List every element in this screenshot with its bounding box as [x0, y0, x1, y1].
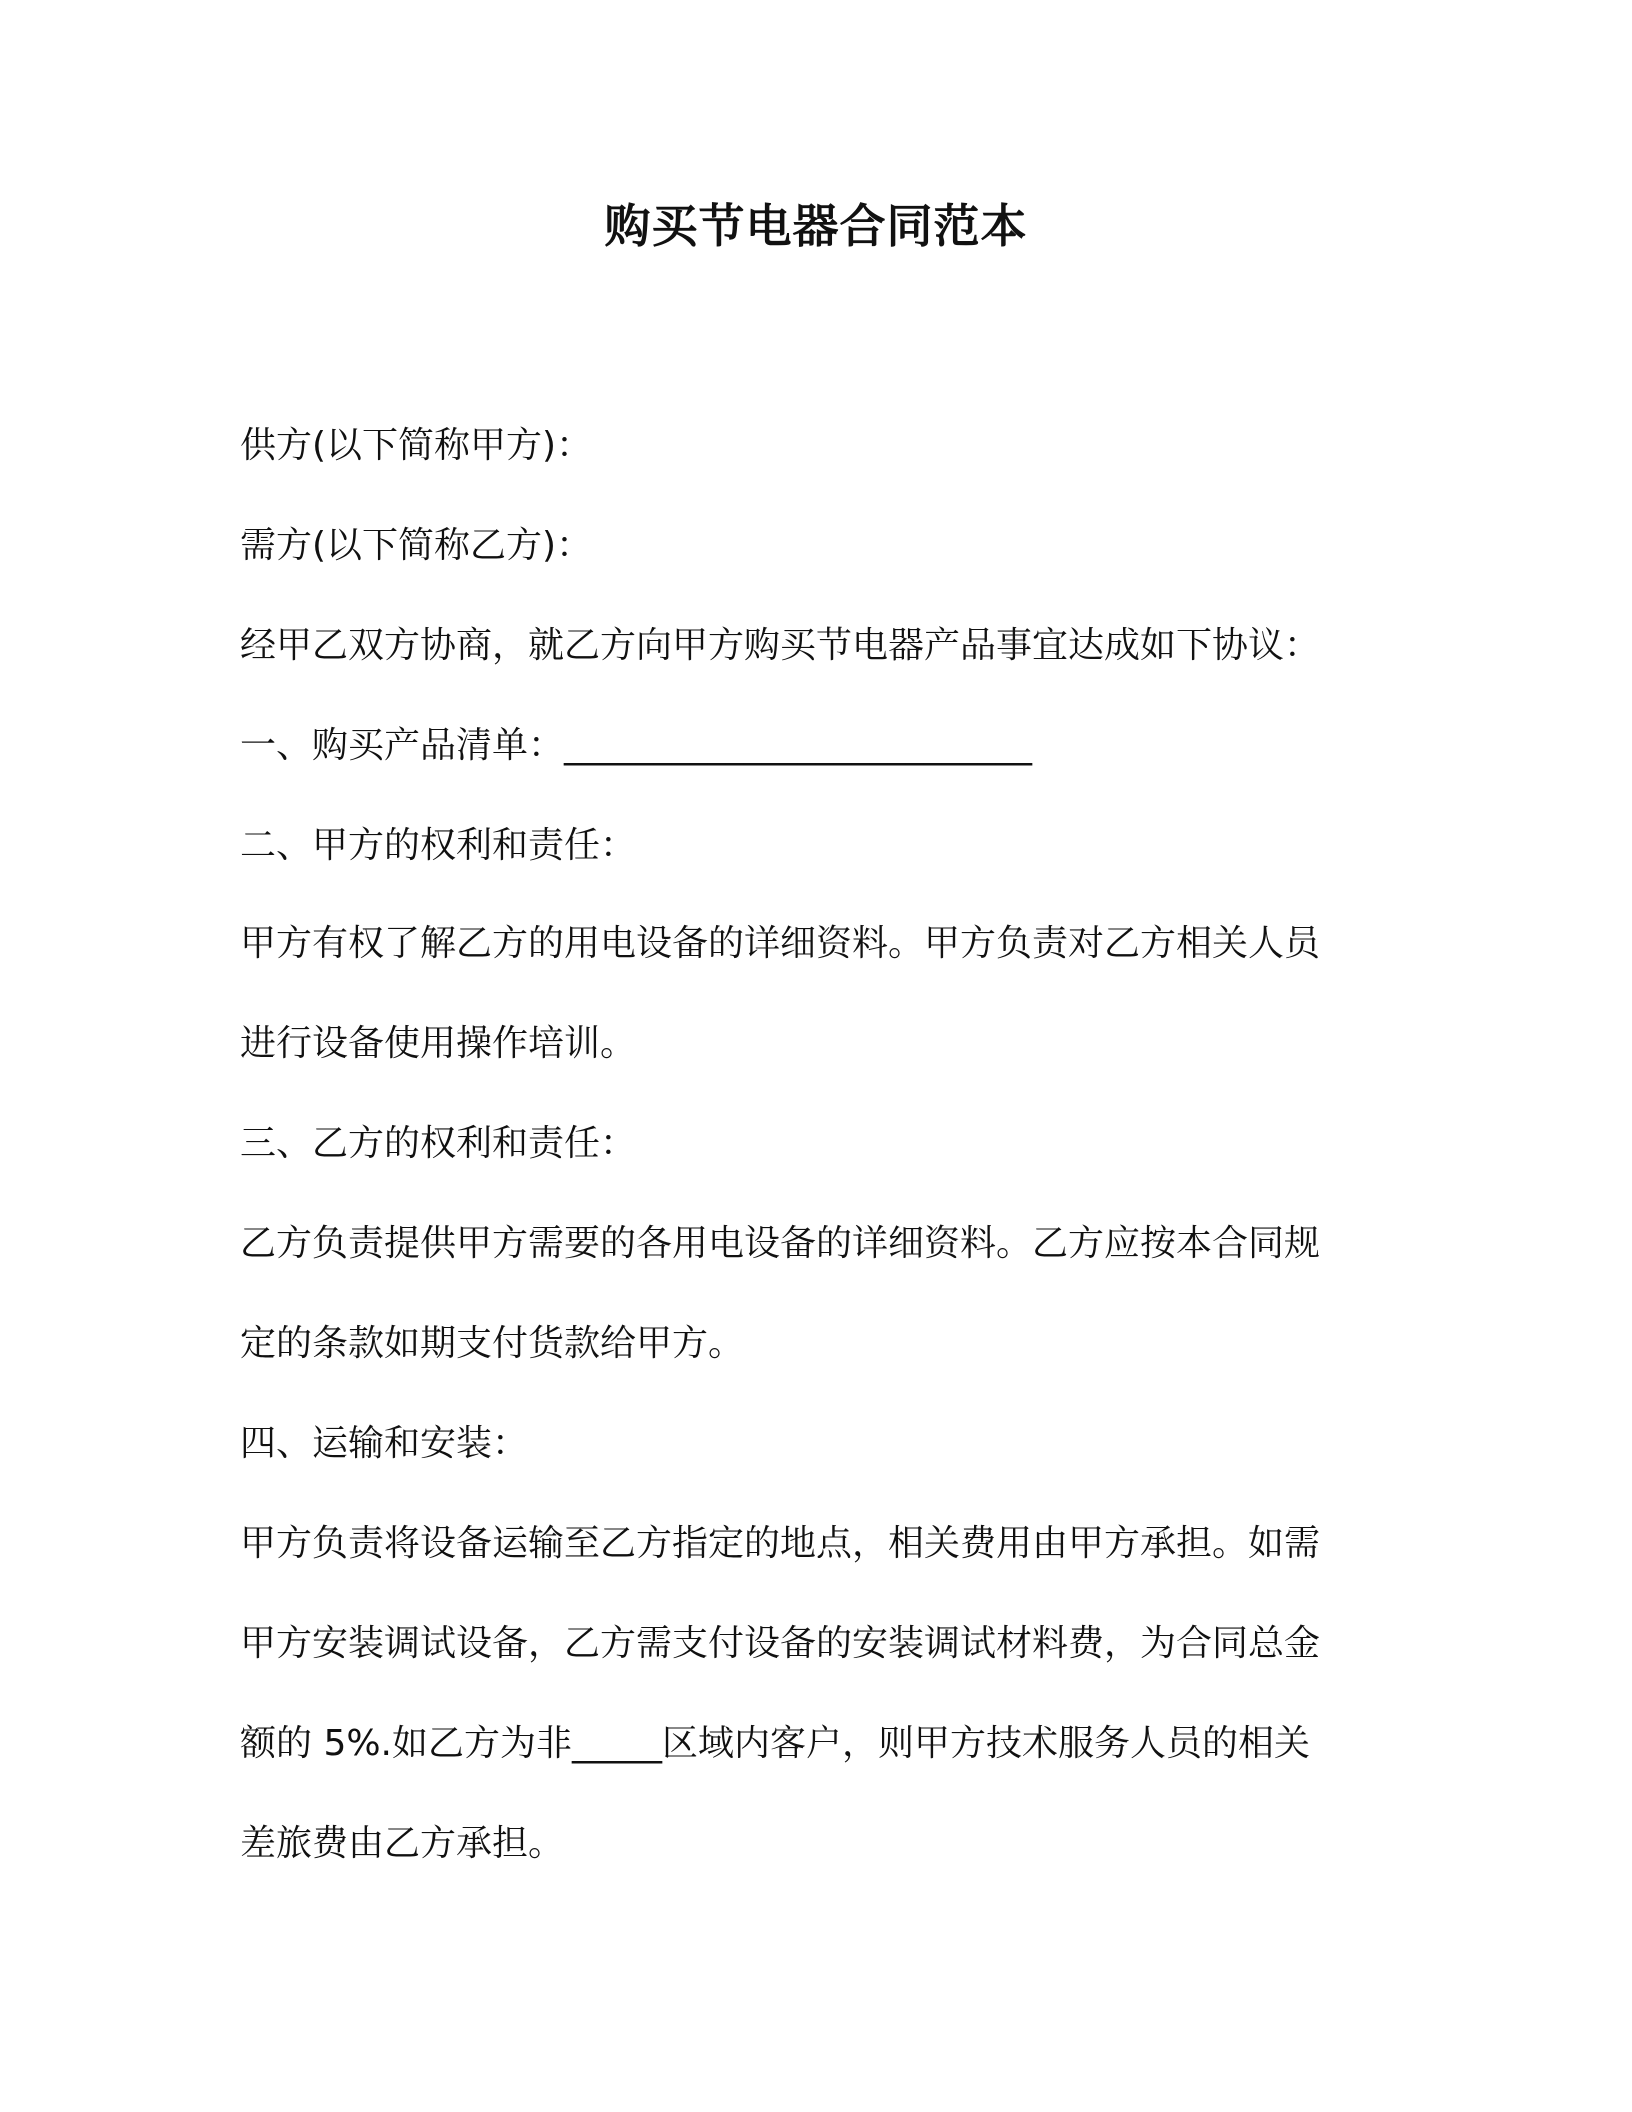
section-4-text-line: 额的 5%.如乙方为非_____区域内客户，则甲方技术服务人员的相关 [240, 1723, 1310, 1764]
section-2-heading: 二、甲方的权利和责任： [240, 825, 637, 866]
section-1-heading: 一、购买产品清单：__________________________ [240, 725, 1033, 766]
buyer-line: 需方(以下简称乙方)： [240, 525, 593, 566]
section-3-heading: 三、乙方的权利和责任： [240, 1123, 637, 1164]
agreement-intro: 经甲乙双方协商，就乙方向甲方购买节电器产品事宜达成如下协议： [240, 625, 1321, 666]
section-4-text-line: 甲方安装调试设备，乙方需支付设备的安装调试材料费，为合同总金 [240, 1623, 1321, 1664]
section-4-heading: 四、运输和安装： [240, 1423, 529, 1464]
document-title: 购买节电器合同范本 [604, 199, 1028, 253]
section-2-text-line: 进行设备使用操作培训。 [240, 1023, 637, 1064]
section-4-text-line: 差旅费由乙方承担。 [240, 1823, 565, 1864]
section-3-text-line: 乙方负责提供甲方需要的各用电设备的详细资料。乙方应按本合同规 [240, 1223, 1321, 1264]
section-2-text-line: 甲方有权了解乙方的用电设备的详细资料。甲方负责对乙方相关人员 [240, 923, 1321, 964]
section-4-text-line: 甲方负责将设备运输至乙方指定的地点，相关费用由甲方承担。如需 [240, 1523, 1321, 1564]
section-3-text-line: 定的条款如期支付货款给甲方。 [240, 1323, 745, 1364]
supplier-line: 供方(以下简称甲方)： [240, 425, 593, 466]
